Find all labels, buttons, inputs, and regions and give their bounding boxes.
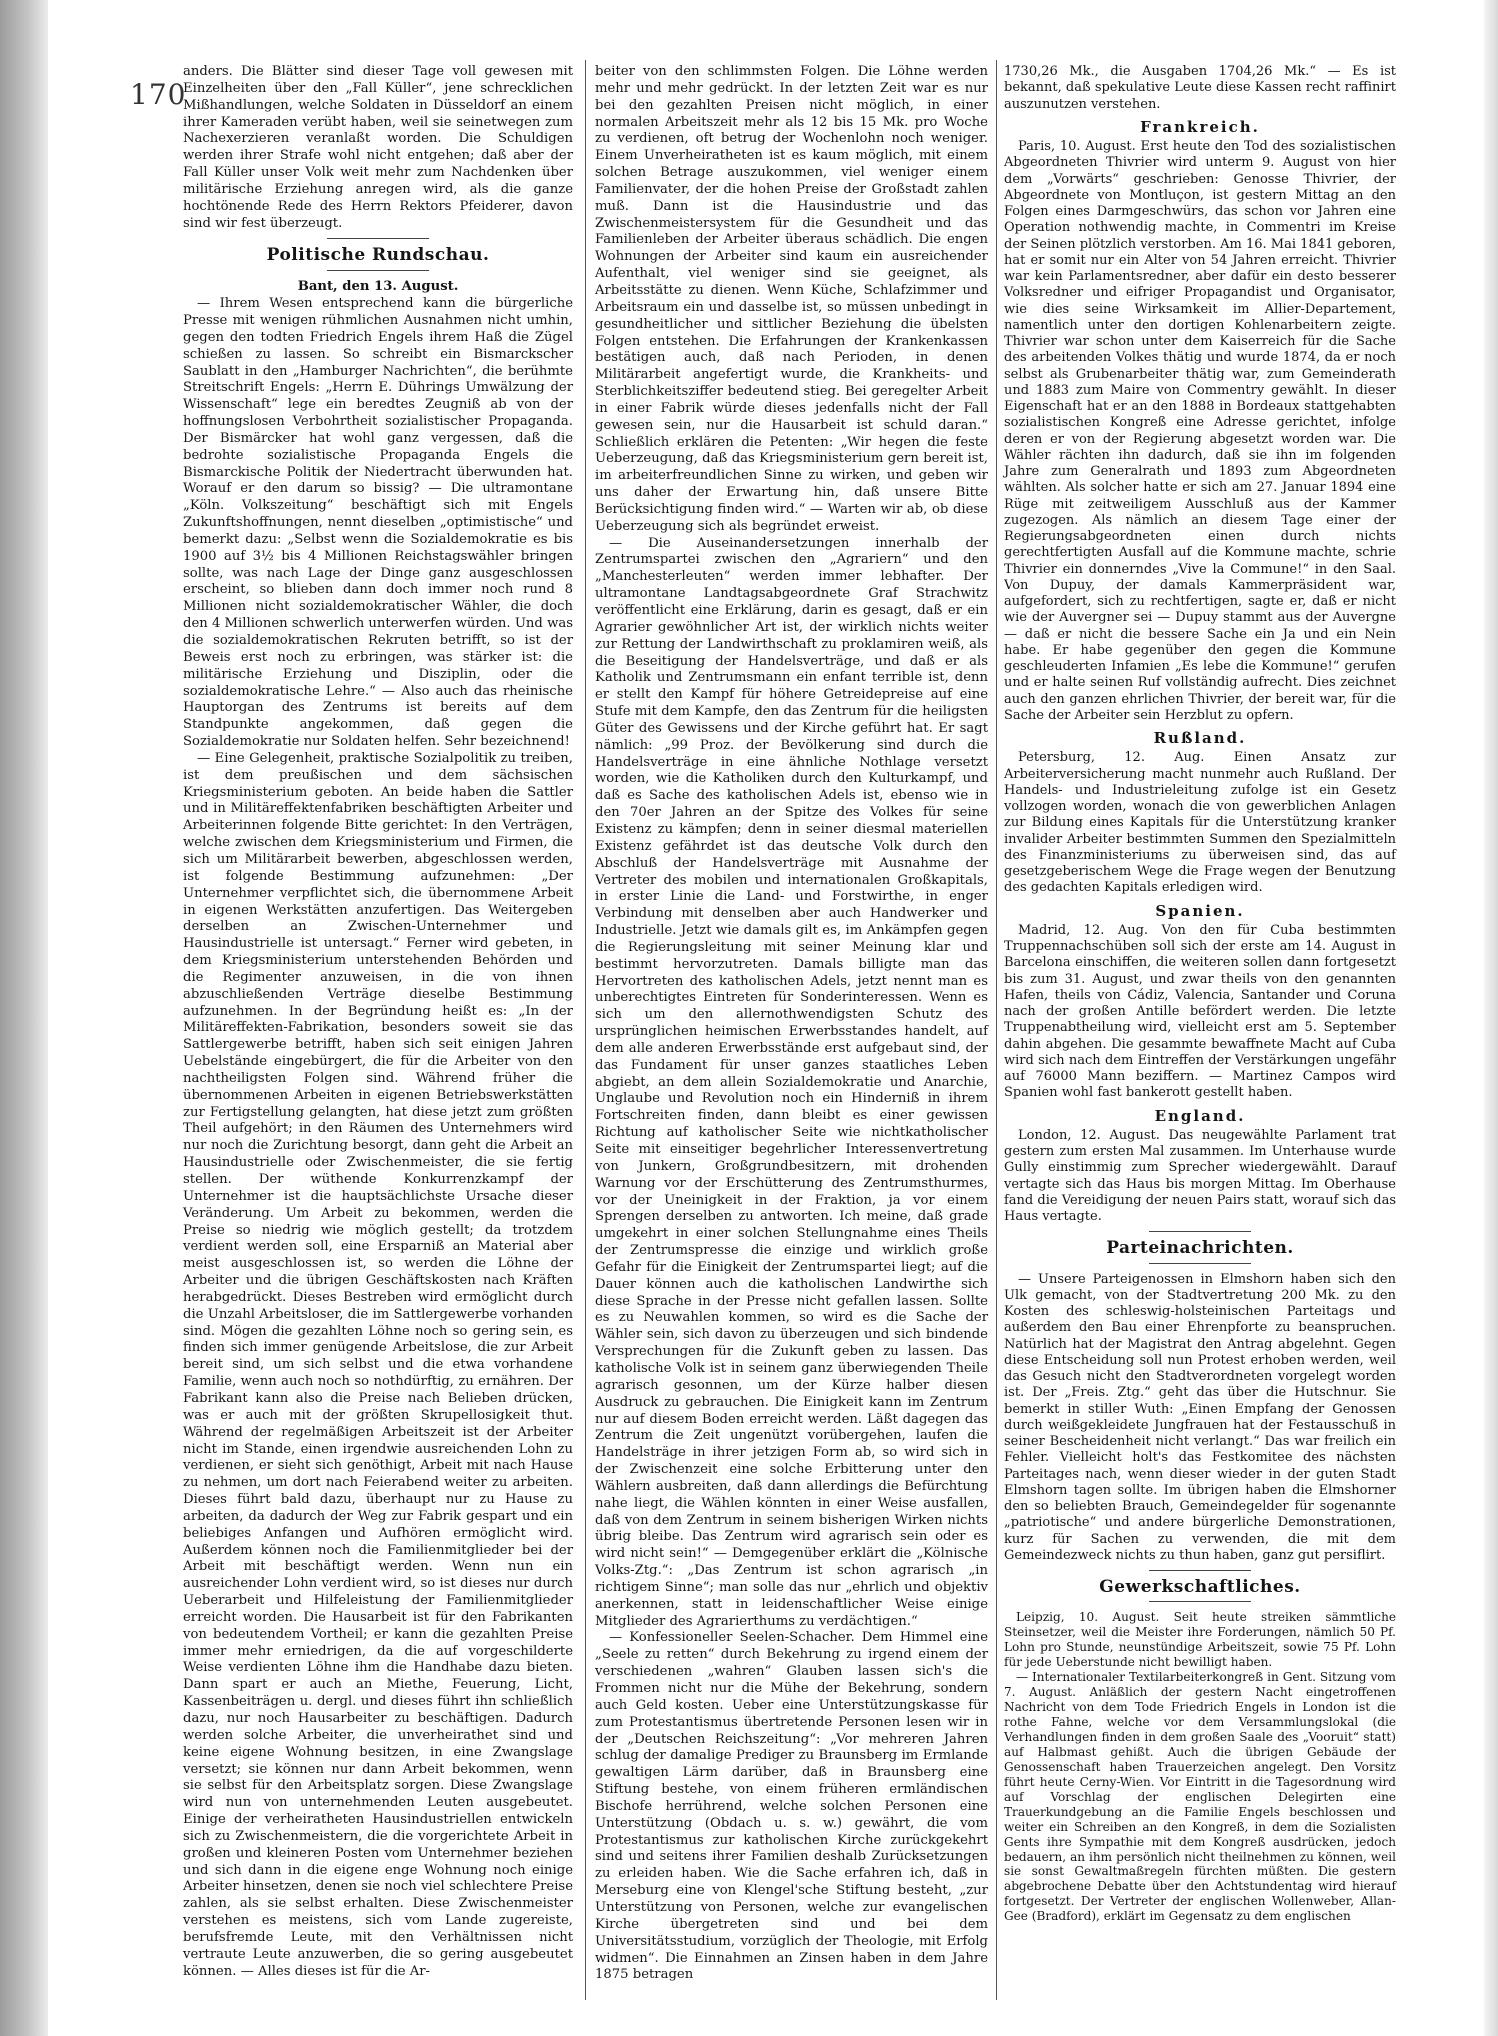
article-textilarbeiterkongress: — Internationaler Textilarbeiterkongreß in Gent. Sitzung vom 7. August. Anläßlich der gestern Nacht eingetroffenen Nachricht von dem Tode Friedrich Engels in London ist die rothe Fahne, welche vor dem Versammlungslokal (die Verhandlungen finden in dem großen Saale des „Vooruit“ statt) auf Halbmast gehißt. Auch die übrigen Gebäude der Genossenschaft haben Trauerzeichen angelegt. Den Vorsitz führt heute Cerny-Wien. Vor Eintritt in die Tagesordnung wird auf Vorschlag der englischen Delegirten eine Trauerkundgebung an die Familie Engels beschlossen und weiter ein Schreiben an den Kongreß, in dem die Sozialisten Gents ihre Sympathie mit dem Kongreß ausdrücken, jedoch bedauern, an ihm persönlich nicht theilnehmen zu können, weil sie sonst Gewaltmaßregeln fürchten müßten. Die gestern abgebrochene Debatte über den Achtstundentag wird hierauf fortgesetzt. Der Vertreter der englischen Wollenweber, Allan-Gee (Bradford), erklärt im Gegensatz zu dem englischen [1004,1670,1396,1924]
article-russland: Petersburg, 12. Aug. Einen Ansatz zur Arbeiterversicherung macht nunmehr auch Rußland. Der Handels- und Industrieleitung zufolge ist ein Gesetz vollzogen worden, wonach die von gewerblichen Anlagen zur Bildung eines Kapitals für die Unterstützung kranker invalider Arbeiter bestimmten Summen den Spezialmitteln des Finanzministeriums zu überweisen sind, das auf gesetzgeberischem Wege die Frage wegen der Benutzung des gedachten Kapitals erledigen wird. [1004,750,1396,896]
column-rule-2 [996,60,997,2000]
article-zentrumspartei: — Die Auseinandersetzungen innerhalb der Zentrumspartei zwischen den „Agrariern“ und den „Manchesterleuten“ werden immer lebhafter. Der ultramontane Landtagsabgeordnete Graf Strachwitz veröffentlicht eine Erklärung, darin es gesagt, daß er ein Agrarier gewöhnlicher Art ist, der wirklich nichts weiter zur Rettung der Landwirthschaft zu proklamiren weiß, als die Beseitigung der Handelsverträge, und daß er als Katholik und Zentrumsmann ein enfant terrible ist, denn er stellt den Kampf für höhere Getreidepreise auf eine Stufe mit dem Kampfe, den das Zentrum für die heiligsten Güter des Gewissens und der Kirche geführt hat. Er sagt nämlich: „99 Proz. der Bevölkerung sind durch die Handelsverträge in eine ähnliche Nothlage versetzt worden, wie die Katholiken durch den Kulturkampf, und daß es Sache des katholischen Adels ist, ebenso wie in den 70er Jahren an der Spitze des Volkes für seine Existenz zu kämpfen; denn in seiner diesmal materiellen Existenz gefährdet ist das deutsche Volk durch den Abschluß der Handelsverträge mit Ausnahme der Vertreter des mobilen und internationalen Großkapitals, in erster Linie die Land- und Forstwirthe, in enger Verbindung mit denselben aber auch Handwerker und Industrielle. Jetzt wie damals gilt es, im Ankämpfen gegen die Regierungsleitung mit seiner Meinung klar und bestimmt hervorzutreten. Damals billigte man das Hervortreten des katholischen Adels, jetzt nennt man es unberechtigtes Eintreten für Sonderinteressen. Wenn es sich um den allernothwendigsten Schutz des ursprünglichen heimischen Erwerbsstandes handelt, auf dem alle anderen Erwerbsstände erst aufgebaut sind, der das Fundament für unser ganzes staatliches Leben abgiebt, an dem allein Sozialdemokratie und Anarchie, Unglaube und Revolution noch ein Hinderniß in ihrem Fortschreiten finden, dann bleibt es einer gewissen Richtung auf katholischer Seite wie nichtkatholischer Seite mit einseitiger begehrlicher Interessenvertretung von Junkern, Großgrundbesitzern, mit drohenden Warnung vor der Erschütterung des Zentrumsthurmes, vor der Uneinigkeit in der Fraktion, ja vor einem Sprengen derselben zu antworten. Ich meine, daß grade umgekehrt in einer solchen Stellungnahme eines Theils der Zentrumspresse die einzige und wirklich große Gefahr für die Einigkeit der Zentrumspartei liegt; auf die Dauer können auch die katholischen Landwirthe sich diese Sprache in der Presse nicht gefallen lassen. Sollte es zu Neuwahlen kommen, so wird es die Sache der Wähler sein, sich davon zu überzeugen und sich bindende Versprechungen für die Zukunft geben zu lassen. Das katholische Volk ist in seinem ganz überwiegenden Theile agrarisch gesonnen, um der Kürze halber diesen Ausdruck zu gebrauchen. Die Einigkeit kann im Zentrum nur auf diesem Boden erreicht werden. Läßt dagegen das Zentrum die Zeit ungenützt vorübergehen, laufen die Handelsträge in ihrer jetzigen Form ab, so wird sich in der Zwischenzeit eine solche Erbitterung unter den Wählern ausbreiten, daß dann allerdings die Befürchtung nahe liegt, die Wählen könnten in einer Weise ausfallen, daß von dem Zentrum in seinem bisherigen Wirken nichts übrig bleibe. Das Zentrum wird agrarisch sein oder es wird nicht sein!“ — Demgegenüber erklärt die „Kölnische Volks-Ztg.“: „Das Zentrum ist schon agrarisch „in richtigem Sinne“; man solle das nur „ehrlich und objektiv anerkennen, statt in leidenschaftlicher Weise einige Mitglieder des Agrarierthums zu verdächtigen.“ [595,535,988,1629]
heading-gewerkschaftliches: Gewerkschaftliches. [1099,1577,1301,1597]
article-leipzig-streik: Leipzig, 10. August. Seit heute streiken sämmtliche Steinsetzer, weil die Meister ihre Forderungen, nämlich 50 Pf. Lohn pro Stunde, neunstündige Arbeitszeit, sowie 75 Pf. Lohn für jede Ueberstunde nicht bewilligt haben. [1004,1610,1396,1670]
article-seelen-schacher-ending: 1730,26 Mk., die Ausgaben 1704,26 Mk.“ — Es ist bekannt, daß spekulative Leute diese Kassen recht raffinirt auszunutzen verstehen. [1004,64,1396,112]
section-divider [1149,1570,1251,1571]
dateline-text: Bant, den 13. August. [297,279,459,295]
column-1 [183,64,573,1981]
article-fall-kueller-ending: anders. Die Blätter sind dieser Tage voll gewesen mit Einzelheiten über den „Fall Küller“, jene schrecklichen Mißhandlungen, welche Soldaten in Düsseldorf an einem ihrer Kameraden verübt haben, weil sie seinetwegen zum Nachexerzieren veranlaßt worden. Die Schuldigen werden ihrer Strafe wohl nicht entgehen; daß aber der Fall Küller unser Volk weit mehr zum Nachdenken über militärische Erziehung anregen wird, als die ganze hochtönende Rede des Herrn Rektors Pfeiderer, davon sind wir fest überzeugt. [183,64,573,231]
dateline-bant [183,279,573,296]
column-rule-1 [585,60,586,2000]
section-divider [327,270,428,271]
article-england: London, 12. August. Das neugewählte Parlament trat gestern zum ersten Mal zusammen. Im Unterhause wurde Gully einstimmig zum Sprecher wiedergewählt. Darauf vertagte sich das Haus bis morgen Mittag. Im Oberhause fand die Vereidigung der neuen Pairs statt, worauf sich das Haus vertagte. [1004,1127,1396,1224]
article-spanien: Madrid, 12. Aug. Von den für Cuba bestimmten Truppennachschüben soll sich der erste am 14. August in Barcelona einschiffen, die weiteren sollen dann fortgesetzt bis zum 31. August, und zwar theils von den genannten Hafen, theils von Cádiz, Valencia, Santander und Coruna nach der großen Antille befördert werden. Die letzte Truppenabtheilung wird, vielleicht erst am 5. September dahin abgehen. Die gesammte bewaffnete Macht auf Cuba wird sich nach dem Eintreffen der Verstärkungen ungefähr auf 76000 Mann beziffern. — Martinez Campos wird Spanien wohl fast bankerott gestellt haben. [1004,922,1396,1101]
section-divider [1149,1231,1251,1232]
column-3 [1004,64,1396,1924]
column-2 [595,64,988,1984]
article-elmshorn: — Unsere Parteigenossen in Elmshorn haben sich den Ulk gemacht, von der Stadtvertretung 200 Mk. zu den Kosten des schleswig-holsteinischen Parteitags und außerdem den Bau einer Ehrenpforte zu beanspruchen. Natürlich hat der Magistrat den Antrag abgelehnt. Gegen diese Entscheidung soll nun Protest erhoben werden, weil das Gesuch nicht den Stadtverordneten vorgelegt worden ist. Der „Freis. Ztg.“ geht das über die Hutschnur. Sie bemerkt in stiller Wuth: „Einen Empfang der Genossen durch weißgekleidete Jungfrauen hat der Festausschuß in seiner Bescheidenheit nicht verlangt.“ Das war freilich ein Fehler. Vielleicht holt's das Festkomitee des nächsten Parteitages nach, wenn dieser wieder in der guten Stadt Elmshorn tagen sollte. Im übrigen haben die Elmshorner den so beliebten Brauch, Gemeindegelder für sogenannte „patriotische“ und andere bürgerliche Demonstrationen, kurz für Sachen zu verwenden, die mit dem Gemeindezweck nichts zu thun haben, ganz gut persiflirt. [1004,1271,1396,1563]
article-seelen-schacher: — Konfessioneller Seelen-Schacher. Dem Himmel eine „Seele zu retten“ durch Bekehrung zu irgend einem der verschiedenen „wahren“ Glauben lassen sich's die Frommen nicht nur die Mühe der Bekehrung, sondern auch Geld kosten. Ueber eine Unterstützungskasse für zum Protestantismus übertretende Personen lesen wir in der „Deutschen Reichszeitung“: „Vor mehreren Jahren schlug der damalige Prediger zu Braunsberg im Ermlande gewaltigen Lärm darüber, daß in Braunsberg eine Stiftung bestehe, von einem früheren ermländischen Bischofe herrührend, welche solchen Personen eine Unterstützung (Obdach u. s. w.) gewährt, die vom Protestantismus zur katholischen Kirche zurückgekehrt sind und seitens ihrer Familien deshalb Zurücksetzungen zu erleiden haben. Wie die Sache erfahren ich, daß in Merseburg eine von Klengel'sche Stiftung besteht, „zur Unterstützung von Personen, welche zur evangelischen Kirche übergetreten sind und bei dem Universitätsstudium, vorzüglich der Theologie, mit Erfolg widmen“. Die Einnahmen an Zinsen haben in dem Jahre 1875 betragen [595,1630,988,1983]
heading-politische-rundschau: Politische Rundschau. [266,245,490,266]
heading-spanien: Spanien. [1155,901,1245,920]
gewerkschaft-news [1004,1610,1396,1924]
section-divider [1149,1263,1251,1264]
page-binding-shadow [0,0,48,2036]
section-divider [327,238,428,239]
heading-frankreich: Frankreich. [1140,117,1260,136]
article-engels-presse: — Ihrem Wesen entsprechend kann die bürgerliche Presse mit wenigen rühmlichen Ausnahmen nicht umhin, gegen den todten Friedrich Engels ihrem Haß die Zügel schießen zu lassen. So schreibt ein Bismarckscher Saublatt in den „Hamburger Nachrichten“, die berühmte Streitschrift Engels: „Herrn E. Dührings Umwälzung der Wissenschaft“ lege ein beredtes Zeugniß ab von der hoffnungslosen Verbohrtheit sozialistischer Propaganda. Der Bismärcker hat wohl ganz vergessen, daß die bedrohte sozialistische Propaganda Engels die Bismarckische Politik der Niedertracht überwunden hat. Worauf er den darum so bissig? — Die ultramontane „Köln. Volkszeitung“ beschäftigt sich mit Engels Zukunftshoffnungen, nennt dieselben „optimistische“ und bemerkt dazu: „Selbst wenn die Sozialdemokratie es bis 1900 auf 3½ bis 4 Millionen Reichstagswähler bringen sollte, was nach Lage der Dinge ganz ausgeschlossen erscheint, so blieben dann doch immer noch rund 8 Millionen nicht sozialdemokratischer Wähler, die doch den 4 Millionen schwerlich unterwerfen würden. Und was die sozialdemokratischen Rekruten betrifft, so ist der Beweis erst noch zu erbringen, was stärker ist: die militärische Erziehung und Disziplin, oder die sozialdemokratische Lehre.“ — Also auch das rheinische Hauptorgan des Zentrums ist bereits auf dem Standpunkte angekommen, daß gegen die Sozialdemokratie nur Soldaten helfen. Sehr bezeichnend! [183,296,573,750]
heading-england: England. [1154,1106,1246,1125]
heading-russland: Rußland. [1153,729,1247,747]
page-edge [1484,0,1498,2036]
article-sozialpolitik: — Eine Gelegenheit, praktische Sozialpolitik zu treiben, ist dem preußischen und dem sächsischen Kriegsministerium geboten. An beide haben die Sattler und in Militäreffektenfabriken beschäftigten Arbeiter und Arbeiterinnen folgende Bitte gerichtet: In den Verträgen, welche zwischen dem Kriegsministerium und Firmen, die sich um Militärarbeit bewerben, abgeschlossen werden, ist folgende Bestimmung aufzunehmen: „Der Unternehmer verpflichtet sich, die übernommene Arbeit in eigenen Werkstätten anzufertigen. Das Weitergeben derselben an Zwischen-Unternehmer und Hausindustrielle ist untersagt.“ Ferner wird gebeten, in dem Kriegsministerium unterstehenden Behörden und die Regimenter anzuweisen, in die von ihnen abzuschließenden Verträge dieselbe Bestimmung aufzunehmen. In der Begründung heißt es: „In der Militäreffekten-Fabrikation, besonders soweit sie das Sattlergewerbe betrifft, haben sich seit einigen Jahren Uebelstände eingebürgert, die für die Arbeiter von den nachtheiligsten Folgen sind. Während früher die übernommenen Arbeiten in eigenen Betriebswerkstätten zur Fertigstellung gelangten, hat diese jetzt zum größten Theil aufgehört; in den Räumen des Unternehmers wird nur noch die Zurichtung besorgt, dann geht die Arbeit an Hausindustrielle oder Zwischenmeister, die sie fertig stellen. Der wüthende Konkurrenzkampf der Unternehmer ist die hauptsächlichste Ursache dieser Veränderung. Um Arbeit zu bekommen, werden die Preise so niedrig wie möglich gestellt; da trotzdem verdient werden soll, eine Ersparniß an Material aber meist ausgeschlossen ist, so werden die Löhne der Arbeiter und die übrigen Geschäftskosten nach Kräften herabgedrückt. Dieses Bestreben wird ermöglicht durch die Unzahl Arbeitsloser, die im Sattlergewerbe vorhanden sind. Mögen die gezahlten Löhne noch so gering sein, es finden sich immer genügende Arbeitslose, die zur Arbeit bereit sind, um sich selbst und die etwa vorhandene Familie, wenn auch noch so nothdürftig, zu ernähren. Der Fabrikant kann also die Preise nach Belieben drücken, was er auch mit der größten Skrupellosigkeit thut. Während der regelmäßigen Arbeitszeit ist der Arbeiter nicht im Stande, einen irgendwie ausreichenden Lohn zu verdienen, er sieht sich genöthigt, Arbeit mit nach Hause zu nehmen, um dort nach Feierabend weiter zu arbeiten. Dieses führt bald dazu, überhaupt nur zu Hause zu arbeiten, da dadurch der Weg zur Fabrik gespart und ein beliebiges Anfangen und Aufhören ermöglicht wird. Außerdem können noch die Familienmitglieder bei der Arbeit mit beschäftigt werden. Wenn nun ein ausreichender Lohn verdient wird, so ist dieses nur durch Ueberarbeit und Hilfeleistung der Familienmitglieder erreicht worden. Die Hausarbeit ist für den Fabrikanten von bedeutendem Vortheil; er kann die gezahlten Preise immer mehr erniedrigen, da die auf vorgeschilderte Weise verdienten Löhne ihm die Handhabe dazu bieten. Dann spart er auch an Miethe, Feuerung, Licht, Kassenbeiträgen u. dergl. und dieses führt ihn schließlich dazu, nur noch Hausarbeiter zu beschäftigen. Dadurch werden solche Arbeiter, die unverheirathet sind und keine eigene Wohnung besitzen, in eine Zwangslage versetzt; sie können nur dann Arbeit bekommen, wenn sie selbst für den Arbeitsplatz sorgen. Diese Zwangslage wird nun von unternehmenden Leuten ausgebeutet. Einige der verheiratheten Hausindustriellen entwickeln sich zu Zwischenmeistern, die die vorgerichtete Arbeit in großen und kleineren Posten vom Unternehmer beziehen und sich dann in die eigene enge Wohnung noch einige Arbeiter hinsetzen, denen sie noch viel schlechtere Preise zahlen, als sie selbst erhalten. Diese Zwischenmeister verstehen es meistens, sich vom Lande zugereiste, berufsfremde Leute, mit den Verhältnissen nicht vertraute Leute anzuwerben, die so gering ausgebeutet können. — Alles dieses ist für die Ar- [183,750,573,1979]
article-sozialpolitik-continued: beiter von den schlimmsten Folgen. Die Löhne werden mehr und mehr gedrückt. In der letzten Zeit war es nur bei den gezahlten Preisen nicht möglich, in einer normalen Arbeitszeit mehr als 12 bis 15 Mk. pro Woche zu verdienen, oft betrug der Wochenlohn noch weniger. Einem Unverheiratheten ist es kaum möglich, mit einem solchen Betrage auszukommen, viel weniger einem Familienvater, der die hohen Preise der Großstadt zahlen muß. Dann ist die Hausindustrie und das Zwischenmeistersystem für die Gesundheit und das Familienleben der Arbeiter überaus schädlich. Die engen Wohnungen der Arbeiter sind kaum ein ausreichender Aufenthalt, viel weniger sind sie geeignet, als Arbeitsstätte zu dienen. Wenn Küche, Schlafzimmer und Arbeitsraum ein und dasselbe ist, so müssen unbedingt in gesundheitlicher und sittlicher Beziehung die übelsten Folgen entstehen. Die Erfahrungen der Krankenkassen bestätigen auch, daß nach Perioden, in denen Militärarbeit angefertigt wurde, die Krankheits- und Sterblichkeitsziffer bedeutend stieg. Bei geregelter Arbeit in einer Fabrik würde dieses jedenfalls nicht der Fall gewesen sein, nur die Hausarbeit ist schuld daran.“ Schließlich erklären die Petenten: „Wir hegen die feste Ueberzeugung, daß das Kriegsministerium gern bereit ist, im arbeiterfreundlichen Sinne zu wirken, und geben wir uns daher der Erwartung hin, daß unsere Bitte Berücksichtigung finden wird.“ — Warten wir ab, ob diese Ueberzeugung sich als begründet erweist. [595,64,988,534]
section-divider [1149,1601,1251,1602]
heading-parteinachrichten: Parteinachrichten. [1106,1238,1294,1259]
article-frankreich: Paris, 10. August. Erst heute den Tod des sozialistischen Abgeordneten Thivrier wird unterm 9. August von hier dem „Vorwärts“ geschrieben: Genosse Thivrier, der Abgeordnete von Montluçon, ist gestern Mittag an den Folgen eines Darmgeschwürs, das schon vor Jahren eine Operation nothwendig machte, in Commentri im Kreise der Seinen plötzlich verstorben. Am 16. Mai 1841 geboren, hat er somit nur ein Alter von 54 Jahren erreicht. Thivrier war kein Parlamentsredner, aber dafür ein desto besserer Volksredner und eifriger Propagandist und Organisator, wie dies seine Wirksamkeit im Allier-Departement, namentlich unter den dortigen Kohlenarbeitern zeigte. Thivrier war schon unter dem Kaiserreich für die Sache des arbeitenden Volkes thätig und wurde 1874, da er noch selbst als Grubenarbeiter thätig war, zum Gemeinderath und 1883 zum Maire von Commentry gewählt. In dieser Eigenschaft hat er an den 1888 in Bordeaux stattgehabten sozialistischen Kongreß eine Adresse gerichtet, infolge deren er von der Regierung abgesetzt worden war. Die Wähler rächten ihn dadurch, daß sie ihn im folgenden Jahre zum Generalrath und 1893 zum Abgeordneten wählten. Als solcher hatte er sich am 27. Januar 1894 eine Rüge mit zeitweiligem Ausschluß aus der Kammer zugezogen. Als nämlich an diesem Tage einer der Regierungsabgeordneten einen durch nichts gerechtfertigten Ausfall auf die Kommune machte, schrie Thivrier ein donnerndes „Vive la Commune!“ in den Saal. Von Dupuy, der damals Kammerpräsident war, aufgefordert, sich zu rechtfertigen, sagte er, daß er nicht wie der Auvergner sei — Dupuy stammt aus der Auvergne — daß er nicht die bessere Sache ein Ja und ein Nein habe. Er habe gegenüber den gegen die Kommune geschleuderten Infamien „Es lebe die Kommune!“ gerufen und er halte seinen Ruf vollständig aufrecht. Dies zeichnet auch den ganzen ehrlichen Thivrier, der bereit war, für die Sache der Arbeiter sein Herzblut zu opfern. [1004,139,1396,723]
page-number: 170 [130,78,187,111]
